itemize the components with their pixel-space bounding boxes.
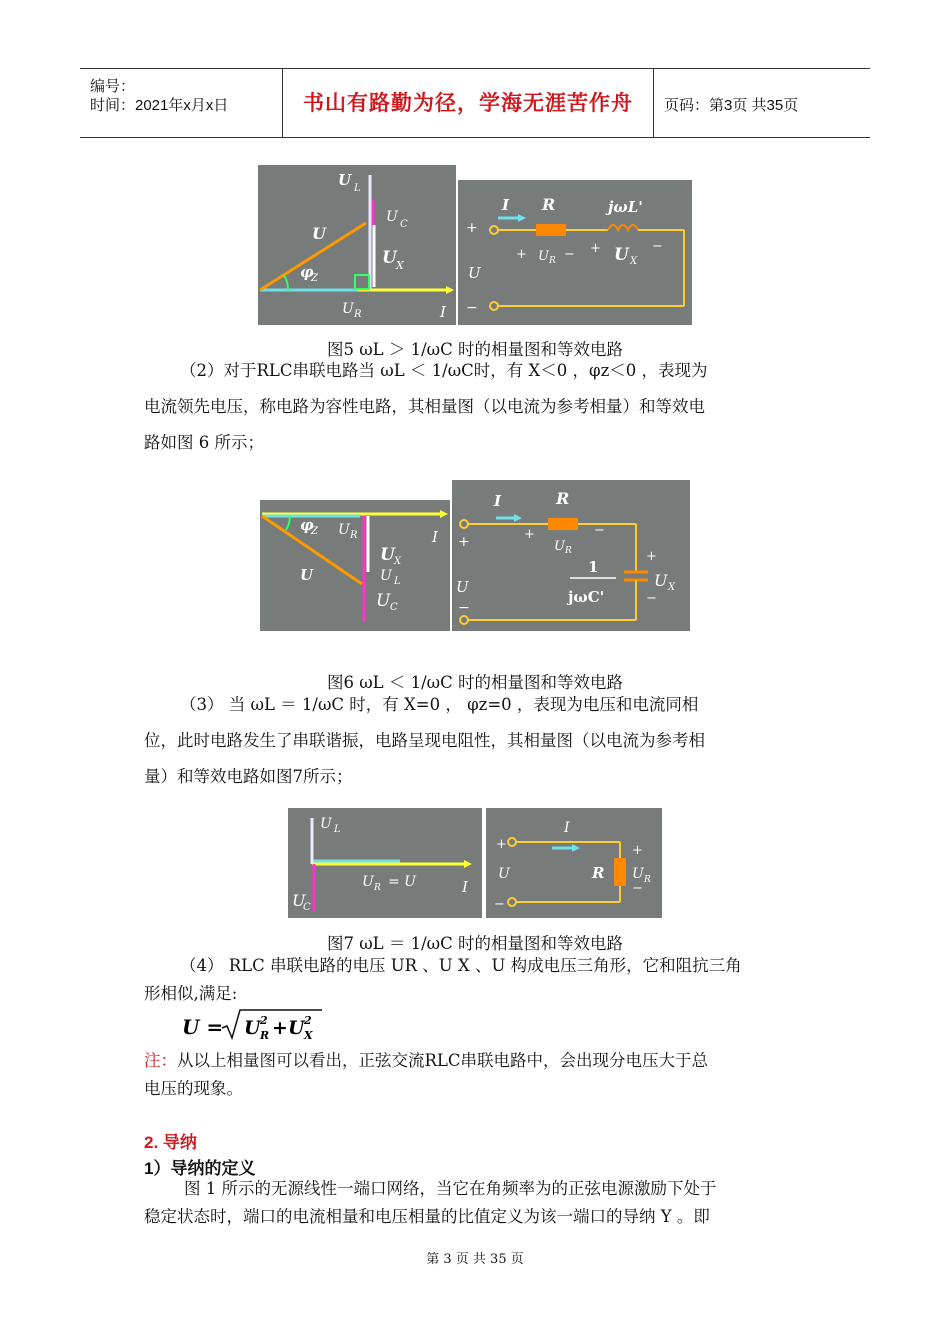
svg-text:U: U — [244, 1017, 261, 1039]
ur-minus: − — [564, 247, 575, 262]
uc-sub: C — [400, 219, 408, 230]
ul-sub: L — [354, 183, 361, 194]
para2-line-3: 路如图 6 所示； — [144, 433, 264, 452]
ul-label: U — [338, 171, 352, 189]
phi-sub: Z — [311, 526, 318, 537]
minus-label: − — [494, 897, 505, 912]
ul-label: U — [380, 568, 392, 584]
phi-label: φ — [300, 516, 314, 534]
r-label: R — [556, 489, 570, 508]
current-arrowhead — [446, 286, 454, 294]
uc-sub: C — [303, 902, 311, 913]
paragraph-2 — [144, 353, 824, 461]
resistor — [614, 858, 626, 886]
i-label: I — [440, 303, 446, 321]
note-line-1: 从以上相量图可以看出，正弦交流RLC串联电路中，会出现分电压大于总 — [177, 1051, 709, 1070]
figure6-circuit — [452, 480, 690, 631]
ux-sub: X — [394, 556, 402, 567]
ur-label: U — [554, 539, 565, 554]
minus-label: − — [466, 300, 478, 316]
i-label: I — [564, 820, 570, 836]
uc-label: U — [376, 591, 391, 611]
uc-sub: C — [390, 602, 398, 613]
i-label: I — [462, 878, 468, 896]
note — [144, 1047, 824, 1103]
figure7-caption: 图7 ωL ＝ 1/ωC 时的相量图和等效电路 — [326, 934, 624, 953]
u-label: U — [498, 866, 510, 882]
plus-label: + — [458, 534, 470, 550]
voltage-triangle-formula — [182, 1008, 332, 1047]
figure7-phasor-diagram — [288, 808, 482, 918]
para3-line-1: （3） 当 ωL ＝ 1/ωC 时，有 X=0 ， φz=0 ，表现为电压和电流同相 — [180, 695, 699, 714]
ux-minus: − — [646, 591, 657, 606]
paragraph-3 — [144, 687, 824, 795]
terminal-bottom — [490, 302, 498, 310]
ur-sub: R — [350, 530, 358, 541]
definition-paragraph — [144, 1175, 824, 1231]
note-line-2: 电压的现象。 — [144, 1079, 243, 1098]
ur-label: U — [538, 249, 549, 264]
resistor — [536, 224, 566, 236]
ul-sub: L — [394, 576, 401, 587]
page-footer: 第 3 页 共 35 页 — [426, 1252, 524, 1267]
ux-sub: X — [396, 259, 404, 272]
figure5-phasor-diagram — [258, 165, 456, 325]
motto: 书山有路勤为径，学海无涯苦作舟 — [283, 69, 654, 137]
svg-text:U: U — [288, 1017, 305, 1039]
c-num: 1 — [588, 558, 599, 576]
figure7-circuit — [486, 808, 662, 918]
para3-line-2: 位，此时电路发生了串联谐振，电路呈现电阻性，其相量图（以电流为参考相 — [144, 731, 705, 750]
u-label: U — [468, 264, 481, 282]
uc-label: U — [386, 209, 398, 225]
phi-sub: Z — [311, 273, 318, 284]
ur-minus: − — [594, 523, 605, 538]
para4-line-1: （4） RLC 串联电路的电压 UR 、U X 、U 构成电压三角形，它和阻抗三角 — [180, 956, 742, 975]
phi-arc — [284, 275, 288, 290]
para4-line-2: 形相似,满足: — [144, 984, 238, 1003]
svg-text:2: 2 — [304, 1014, 312, 1027]
para3-line-3: 量）和等效电路如图7所示； — [144, 767, 353, 786]
ux-sub: X — [630, 256, 638, 267]
page-label: 页码：第3页 共35页 — [664, 97, 799, 114]
ur-label: U — [338, 522, 350, 538]
ux-label: U — [654, 571, 668, 590]
ur-sub: R — [354, 309, 362, 320]
i-label: I — [502, 196, 510, 214]
urU-eq: = U — [388, 874, 416, 890]
ur-plus: + — [632, 843, 643, 858]
ux-label: U — [380, 545, 395, 565]
urU-label: U — [362, 874, 374, 890]
ur-plus: + — [516, 247, 527, 262]
para2-line-2: 电流领先电压，称电路为容性电路，其相量图（以电流为参考相量）和等效电 — [144, 397, 705, 416]
phi-label: φ — [300, 263, 314, 281]
def-line-2: 稳定状态时，端口的电流相量和电压相量的比值定义为该一端口的导纳 Y 。即 — [144, 1207, 710, 1226]
ur-minus: − — [632, 881, 643, 896]
ur-label: U — [632, 866, 644, 882]
ur-plus: + — [524, 527, 535, 542]
svg-text:R: R — [260, 1029, 270, 1042]
figure6-phasor-diagram — [260, 500, 450, 631]
ux-label: U — [382, 248, 397, 268]
ux-minus: − — [652, 239, 663, 254]
uc-label: U — [292, 891, 306, 910]
l-label: jωL' — [608, 198, 643, 216]
subsection-title: 1）导纳的定义 — [144, 1159, 256, 1178]
svg-text:+: + — [272, 1017, 288, 1039]
u-label: U — [456, 578, 469, 596]
i-label: I — [432, 528, 438, 546]
def-line-1: 图 1 所示的无源线性一端口网络，当它在角频率为的正弦电源激励下处于 — [184, 1179, 717, 1198]
number-label: 编号： — [90, 78, 136, 95]
ux-label: U — [614, 245, 629, 265]
note-label: 注： — [144, 1051, 177, 1070]
ux-plus: + — [646, 549, 657, 564]
ur-sub: R — [644, 875, 651, 885]
ur-label: U — [342, 301, 354, 317]
c-den: jωC' — [568, 588, 605, 606]
svg-text:U =: U = — [182, 1015, 224, 1039]
resistor — [548, 518, 578, 530]
svg-text:X: X — [304, 1029, 313, 1042]
urU-sub: R — [374, 883, 381, 893]
para2-line-1: （2）对于RLC串联电路当 ωL ＜ 1/ωC时，有 X＜0 ，φz＜0 ，表现为 — [180, 361, 708, 380]
ux-sub: X — [668, 582, 676, 593]
section-title: 2. 导纳 — [144, 1133, 197, 1152]
figure5-circuit — [458, 180, 692, 325]
i-label: I — [494, 492, 502, 510]
ux-plus: + — [590, 241, 601, 256]
r-label: R — [592, 864, 605, 882]
paragraph-4 — [144, 948, 824, 1012]
svg-text:2: 2 — [260, 1014, 268, 1027]
ur-sub: R — [549, 256, 556, 266]
time-label: 时间：2021年x月x日 — [90, 97, 229, 114]
minus-label: − — [458, 600, 470, 616]
plus-label: + — [496, 837, 507, 852]
terminal-top — [490, 226, 498, 234]
right-angle-mark — [355, 275, 369, 289]
header-info-cell — [80, 69, 283, 137]
ul-sub: L — [334, 824, 341, 835]
figure6-caption: 图6 ωL ＜ 1/ωC 时的相量图和等效电路 — [326, 673, 624, 692]
plus-label: + — [466, 220, 478, 236]
u-label: U — [312, 224, 326, 243]
ur-sub: R — [565, 546, 572, 556]
inductor — [608, 225, 638, 230]
figure5-caption: 图5 ωL ＞ 1/ωC 时的相量图和等效电路 — [326, 340, 624, 359]
ul-label: U — [320, 816, 332, 832]
u-label: U — [300, 566, 314, 584]
page-header — [80, 68, 870, 138]
header-page-cell — [654, 69, 870, 137]
r-label: R — [542, 195, 556, 214]
